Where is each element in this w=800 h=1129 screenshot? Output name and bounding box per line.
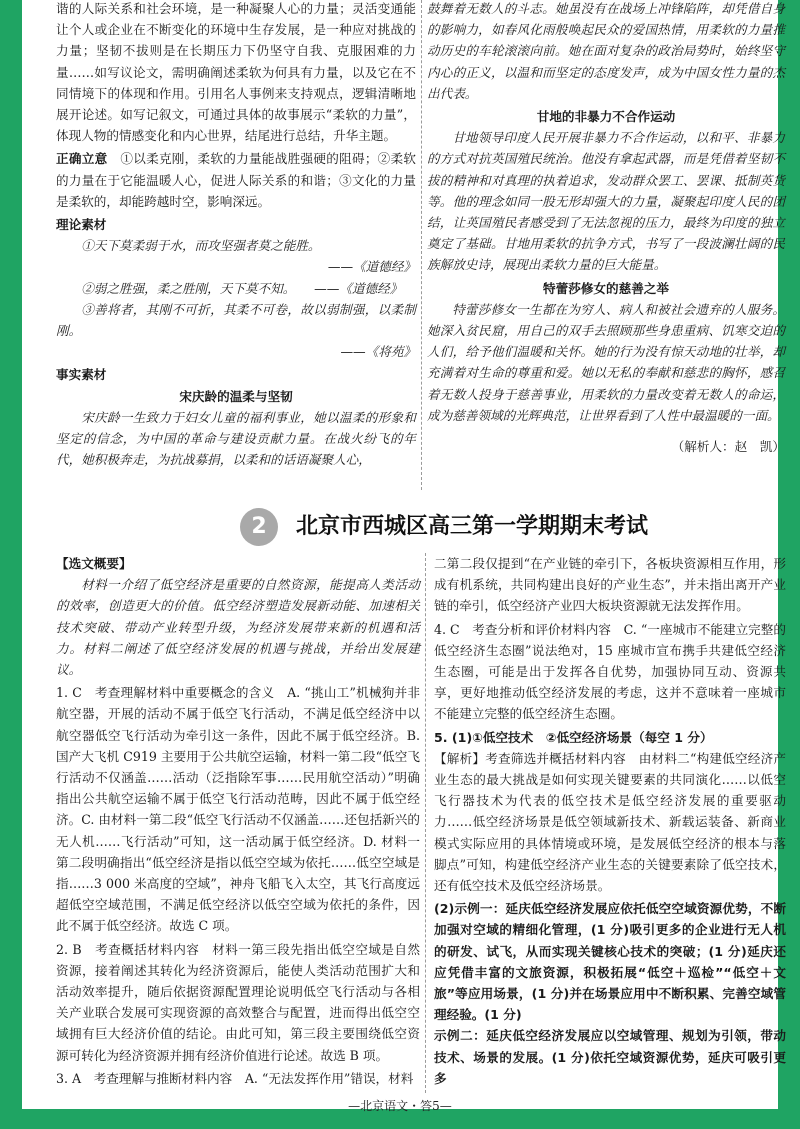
- column-divider-top: [421, 0, 422, 490]
- example-answer: 示例二：延庆低空经济发展应以空域管理、规划为引领，带动技术、场景的发展。(1 分)依托空域资源优势，延庆可吸引更多: [434, 1028, 786, 1086]
- answer-item: 3. A 考查理解与推断材料内容 A. “无法发挥作用”错误，材料: [56, 1070, 414, 1086]
- paragraph: 谐的人际关系和社会环境，是一种凝聚人心的力量；灵活变通能让个人或企业在不断变化的环境中生存发展，是一种应对挑战的力量；坚韧不拔则是在长期压力下仍坚守自我、克服困难的力量……如写议论文，需明确阐述柔软为何具有力量，以及它在不同情境下的体现和作用。引用名人事例来支持观点，逻辑清晰地展开论述。如写记叙文，可通过具体的故事展示“柔软的力量”，体现人物的情感变化和内心世界，结尾进行总结，升华主题。: [56, 1, 416, 144]
- top-left-column: [56, 0, 416, 470]
- answer-item: 2. B 考查概括材料内容 材料一第三段先指出低空空域是自然资源，接着阐述其转化为经济资源后，能使人类活动范围扩大和活动效率提升，随后依据资源配置理论说明低空飞行活动与各相关产业联合发展可实现资源的高效整合与配置，进而得出低空空域拥有巨大经济价值的结论。由此可知，第三段主要围绕低空资源可转化为经济资源并拥有经济价值进行论述。故选 B 项。: [56, 941, 420, 1063]
- story-text: 甘地领导印度人民开展非暴力不合作运动，以和平、非暴力的方式对抗英国殖民统治。他没有拿起武器，而是凭借着坚韧不拔的精神和对真理的执着追求，发动群众罢工、罢课、抵制英货等。他的理念如同一股无形却强大的力量，凝聚起印度人民的团结，让英国殖民者感受到了无法忽视的压力，最终为印度的独立奠定了基础。甘地用柔软的抗争方式，书写了一段波澜壮阔的民族解放史诗，展现出柔软力量的巨大能量。: [427, 130, 785, 273]
- thesis-paragraph: [56, 148, 416, 212]
- story-title: 特蕾莎修女的慈善之举: [543, 280, 669, 296]
- quote-source: ——《将苑》: [340, 344, 416, 360]
- answer-continued: 二第二段仅提到“在产业链的牵引下，各板块资源相互作用，形成有机系统，共同构建出良好的产业生态”，并未指出离开产业链的牵引，低空经济产业四大板块资源就无法发挥作用。: [434, 556, 786, 614]
- story-text: 宋庆龄一生致力于妇女儿童的福利事业，她以温柔的形象和坚定的信念，为中国的革命与建设贡献力量。在战火纷飞的年代，她积极奔走，为抗战募捐，以柔和的话语凝聚人心，: [56, 409, 416, 468]
- answer-item-heading: 5. (1)①低空技术 ②低空经济场景（每空 1 分）: [434, 729, 713, 745]
- overview-text: 材料一介绍了低空经济是重要的自然资源，能提高人类活动的效率，创造更大的价值。低空经济塑造发展新动能、加速相关技术突破、带动产业转型升级，为经济发展带来新的机遇和活力。材料二阐述了低空经济发展的机遇与挑战，并给出发展建议。: [56, 577, 420, 678]
- overview-heading: 【选文概要】: [56, 556, 132, 571]
- story-text-continued: 鼓舞着无数人的斗志。她虽没有在战场上冲锋陷阵，却凭借自身的影响力，如春风化雨般唤起民众的爱国热情，用柔软的力量推动历史的车轮滚滚向前。她在面对复杂的政治局势时，始终坚守内心的正义，以温和而坚定的态度发声，成为中国女性力量的杰出代表。: [427, 1, 785, 101]
- section-number-badge: 2: [240, 508, 278, 546]
- thesis-heading: 正确立意: [56, 151, 108, 167]
- answer-item: 4. C 考查分析和评价材料内容 C. “一座城市不能建立完整的低空经济生态圈”说法绝对，15 座城市宣布携手共建低空经济生态圈，可能是出于发挥各自优势，加强协同互动、资源共享，更好地推动低空经济发展的考虑，这并不意味着一座城市不能建立完整的低空经济生态圈。: [434, 621, 786, 722]
- theory-heading: 理论素材: [56, 217, 107, 233]
- column-divider-bottom: [425, 553, 426, 1093]
- answer-item: 1. C 考查理解材料中重要概念的含义 A. “挑山工”机械狗并非航空器，开展的活动不属于低空飞行活动，不满足低空经济中以航空器低空飞行活动为牵引这一条件，因此不属于低空经济。B. 国产大飞机 C919 主要用于公共航空运输，材料一第二段“低空飞行活动不仅涵盖……活动（泛指除军事……民用航空活动）”明确指出公共航空运输不属于低空飞行活动范畴，因此不属于低空经济。C. 由材料一第二段“低空飞行活动不仅涵盖……还包括新兴的无人机……飞行活动”可知，这一活动属于低空经济。D. 材料一第二段明确指出“低空经济是指以低空空域为依托……低空空域是指……3 000 米高度的空域”，神舟飞船飞入太空，其飞行高度远超低空空域范围，不满足低空经济以低空空域为依托的条件，因此不属于低空经济。故选 C 项。: [56, 685, 420, 934]
- quote-source: ——《道德经》: [314, 280, 403, 296]
- thesis-text: ①以柔克刚，柔软的力量能战胜强硬的阻碍；②柔软的力量在于它能温暖人心，促进人际关系的和谐；③文化的力量是柔软的，却能跨越时空，影响深远。: [56, 151, 417, 209]
- quote: ③善将者，其刚不可折，其柔不可卷，故以弱制强，以柔制刚。: [56, 301, 416, 339]
- bottom-left-column: [56, 553, 420, 1089]
- quote: ①天下莫柔弱于水，而攻坚强者莫之能胜。: [81, 238, 321, 254]
- facts-heading: 事实素材: [56, 367, 107, 383]
- document-page: [22, 0, 786, 1113]
- analysis-text: 【解析】考查筛选并概括材料内容 由材料二“构建低空经济产业生态的最大挑战是如何实现关键要素的共同演化……以低空飞行器技术为代表的低空技术是低空经济发展的重要驱动力……低空经济场景是低空领域新技术、新载运装备、新商业模式实际应用的具体情境或环境，是发展低空经济的根本与落脚点”可知，构建低空经济产业生态的关键要素除了低空技术，还有低空技术及低空经济场景。: [434, 750, 786, 894]
- story-title: 甘地的非暴力不合作运动: [536, 109, 676, 125]
- example-answer: (2)示例一：延庆低空经济发展应依托低空空域资源优势，不断加强对空域的精细化管理，(1 分)吸引更多的企业进行无人机的研发、试飞，从而实现关键核心技术的突破；(1 分)延庆还应凭借丰富的文旅资源，积极拓展“低空＋巡检”“低空＋文旅”等应用场景，(1 分)并在场景应用中不断积累、完善空域管理经验。(1 分): [434, 901, 786, 1023]
- quote-with-source: [56, 278, 416, 299]
- top-right-column: [427, 0, 785, 457]
- section-banner: [240, 508, 670, 546]
- analyst-signature: （解析人：赵 凯）: [671, 439, 785, 455]
- bottom-right-column: [434, 553, 786, 1089]
- section-title: 北京市西城区高三第一学期期末考试: [296, 514, 649, 539]
- story-text: 特蕾莎修女一生都在为穷人、病人和被社会遗弃的人服务。她深入贫民窟，用自己的双手去照顾那些身患重病、饥寒交迫的人们，给予他们温暖和关怀。她的行为没有惊天动地的壮举，却充满着对生命的尊重和爱。她以无私的奉献和慈悲的胸怀，感召着无数人投身于慈善事业，用柔软的力量改变着无数人的命运，成为慈善领域的光辉典范，让世界看到了人性中最温暖的一面。: [427, 301, 785, 423]
- story-title: 宋庆龄的温柔与坚韧: [179, 388, 293, 404]
- page-frame-left: [0, 0, 22, 1129]
- quote-source: ——《道德经》: [327, 259, 416, 275]
- quote: ②弱之胜强，柔之胜刚，天下莫不知。: [81, 280, 289, 296]
- page-footer: —北京语文・答5—: [348, 1099, 452, 1113]
